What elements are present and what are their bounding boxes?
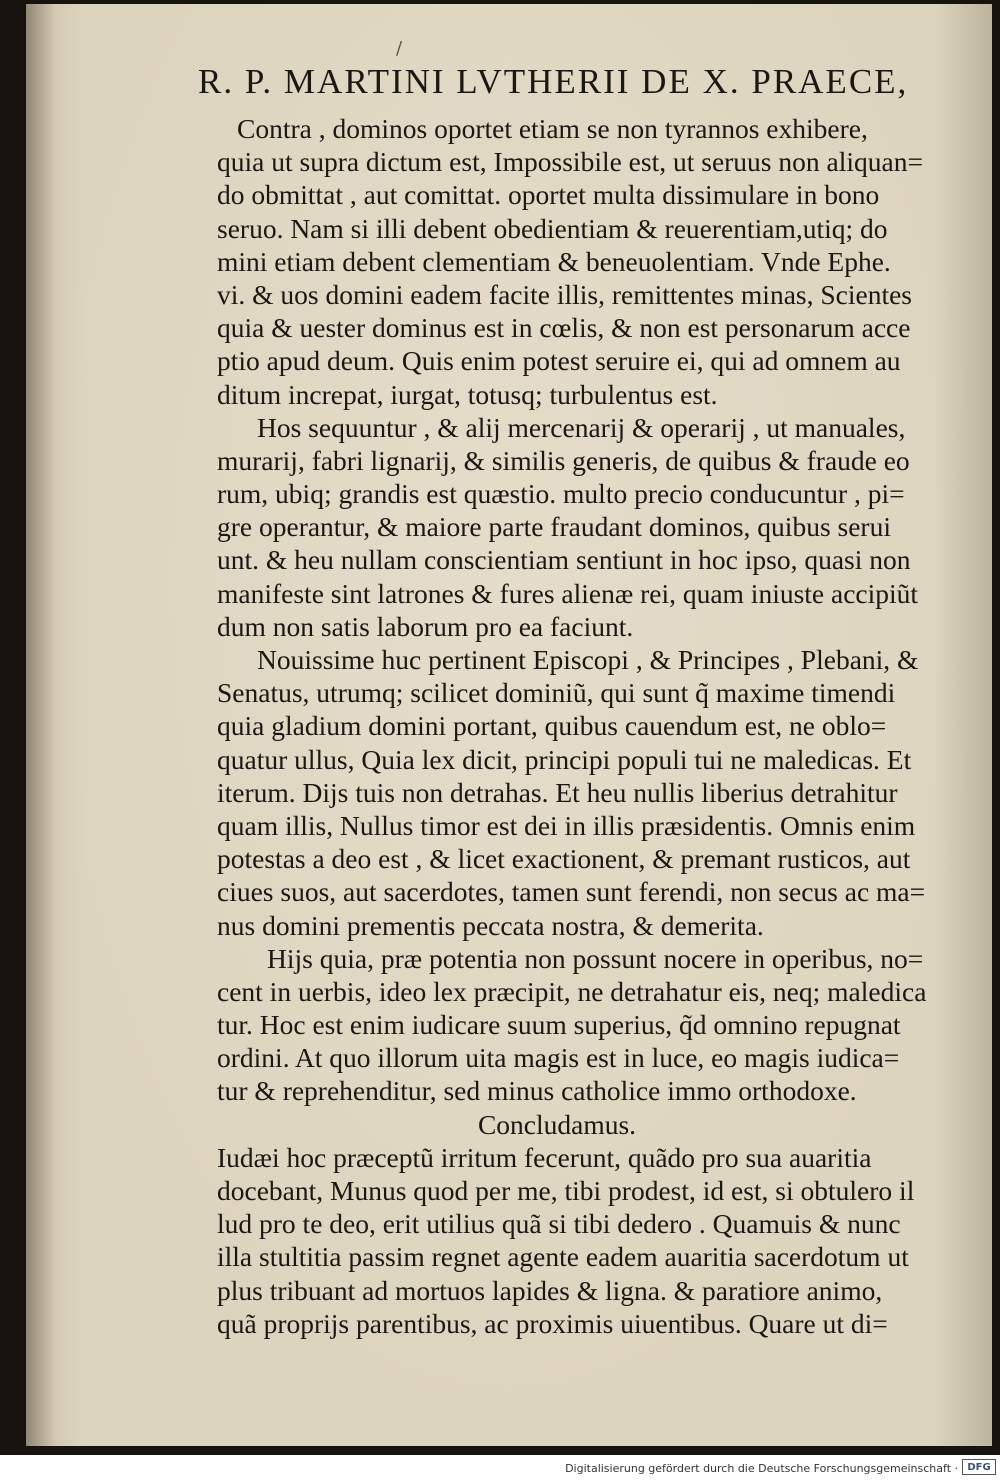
- text-line: mini etiam debent clementiam & beneuolentiam. Vnde Ephe.: [217, 245, 891, 277]
- text-line: tur & reprehenditur, sed minus catholice immo orthodoxe.: [217, 1075, 857, 1107]
- text-line: quam illis, Nullus timor est dei in illis præsidentis. Omnis enim: [217, 809, 916, 841]
- text-line: dum non satis laborum pro ea faciunt.: [217, 610, 634, 642]
- text-line: potestas a deo est , & licet exactionent, & premant rusticos, aut: [217, 843, 911, 875]
- text-line: ditum increpat, iurgat, totusq; turbulentus est.: [217, 378, 718, 410]
- dfg-logo: DFG: [962, 1459, 996, 1475]
- text-line: vi. & uos domini eadem facite illis, remittentes minas, Scientes: [217, 278, 912, 310]
- text-line: seruo. Nam si illi debent obedientiam & reuerentiam,utiq; do: [217, 212, 888, 244]
- text-line: docebant, Munus quod per me, tibi prodest, id est, si obtulero il: [217, 1175, 915, 1206]
- text-line: cent in uerbis, ideo lex præcipit, ne detrahatur eis, neq; maledica: [217, 975, 927, 1007]
- text-line: manifeste sint latrones & fures alienæ rei, quam iniuste accipiũt: [217, 577, 919, 609]
- text-line: tur. Hoc est enim iudicare suum superius, q̃d omnino repugnat: [217, 1009, 901, 1041]
- text-line: quã proprijs parentibus, ac proximis uiuentibus. Quare ut di=: [217, 1307, 888, 1339]
- text-line: quia gladium domini portant, quibus cauendum est, ne oblo=: [217, 710, 887, 742]
- funding-credit: Digitalisierung gefördert durch die Deutsche Forschungsgemeinschaft ·: [565, 1462, 958, 1475]
- text-line: do obmittat , aut comittat. oportet multa dissimulare in bono: [217, 179, 880, 211]
- gutter-shadow: [26, 4, 56, 1446]
- running-title: R. P. MARTINI LVTHERII DE X. PRAECE,: [198, 62, 909, 101]
- text-line: illa stultitia passim regnet agente eadem auaritia sacerdotum ut: [217, 1241, 909, 1273]
- body-text: [217, 112, 957, 1340]
- text-line: Senatus, utrumq; scilicet dominiũ, qui sunt q̃ maxime timendi: [217, 677, 896, 709]
- text-line: ptio apud deum. Quis enim potest seruire ei, qui ad omnem au: [217, 345, 901, 377]
- section-heading: Concludamus.: [477, 1108, 637, 1140]
- text-line: iterum. Dijs tuis non detrahas. Et heu nullis liberius detrahitur: [217, 776, 898, 808]
- text-line: Hijs quia, præ potentia non possunt nocere in operibus, no=: [267, 942, 924, 974]
- text-line: quia ut supra dictum est, Impossibile est, ut seruus non aliquan=: [217, 146, 923, 178]
- text-line: Contra , dominos oportet etiam se non tyrannos exhibere,: [237, 113, 868, 144]
- text-line: gre operantur, & maiore parte fraudant dominos, quibus serui: [217, 511, 891, 543]
- text-line: quatur ullus, Quia lex dicit, principi populi tui ne maledicas. Et: [217, 743, 912, 775]
- text-line: ordini. At quo illorum uita magis est in luce, eo magis iudica=: [217, 1042, 900, 1074]
- text-line: plus tribuant ad mortuos lapides & ligna. & paratiore animo,: [217, 1274, 883, 1306]
- text-line: unt. & heu nullam conscientiam sentiunt in hoc ipso, quasi non: [217, 544, 911, 576]
- text-line: Nouissime huc pertinent Episcopi , & Principes , Plebani, &: [257, 644, 919, 675]
- text-line: murarij, fabri lignarij, & similis generis, de quibus & fraude eo: [217, 444, 910, 476]
- text-line: Hos sequuntur , & alij mercenarij & operarij , ut manuales,: [257, 411, 906, 443]
- text-line: nus domini prementis peccata nostra, & demerita.: [217, 909, 764, 941]
- page-mark: /: [396, 38, 403, 59]
- text-line: lud pro te deo, erit utilius quã si tibi dedero . Quamuis & nunc: [217, 1208, 901, 1240]
- text-line: quia & uester dominus est in cœlis, & non est personarum acce: [217, 312, 911, 344]
- text-line: Iudæi hoc præceptũ irritum fecerunt, quãdo pro sua auaritia: [217, 1141, 872, 1173]
- text-line: ciues suos, aut sacerdotes, tamen sunt ferendi, non secus ac ma=: [217, 876, 926, 908]
- text-line: rum, ubiq; grandis est quæstio. multo precio conducuntur , pi=: [217, 478, 905, 510]
